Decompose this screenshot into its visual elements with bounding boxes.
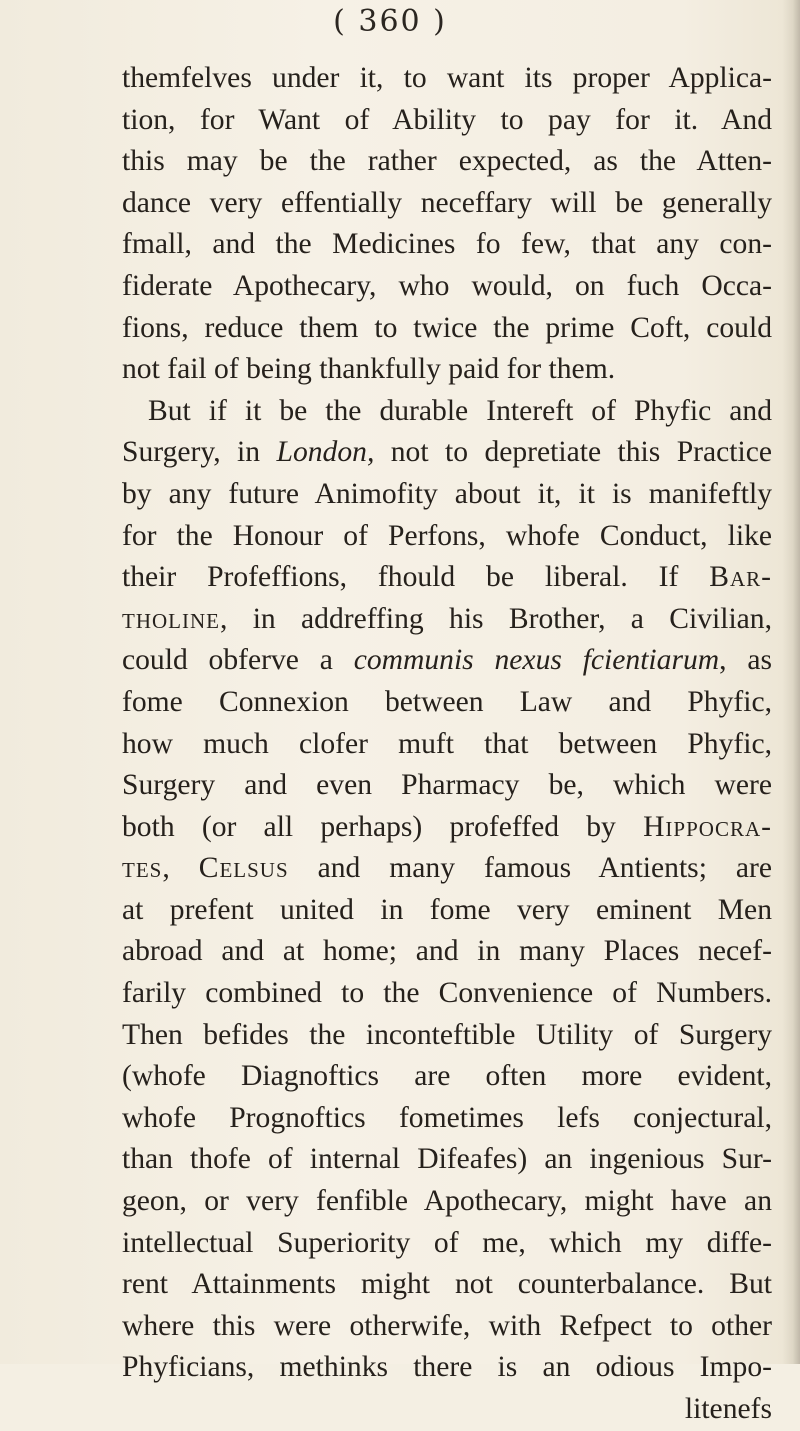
text-segment: , [162,852,199,885]
text-segment: their Profeffions, fhould be liberal. If [122,561,710,594]
text-line-6: fiderate Apothecary, who would, on fuch Occa- [122,269,772,302]
text-line-11: by any future Animofity about it, it is manifeftly [122,477,772,510]
text-line-27: than thofe of internal Difeafes) an ingenious Sur- [122,1143,772,1176]
text-line-24: Then befides the inconteftible Utility of Surgery [122,1018,772,1051]
catchword: litenefs [684,1393,772,1425]
small-caps-name: tes [122,852,163,885]
text-segment: , in addreffing his Brother, a Civilian, [219,602,772,635]
text-segment: , as [719,644,773,677]
text-line-14 [122,599,772,641]
text-line-21: at prefent united in fome very eminent Men [122,893,772,926]
text-line-31: where this were otherwife, with Refpect to other [122,1309,772,1342]
text-line-5: fmall, and the Medicines fo few, that any con- [122,228,772,261]
small-caps-name: Hippocra- [643,810,772,843]
text-line-1: themfelves under it, to want its proper Applica- [122,62,772,94]
text-line-26: whofe Prognoftics fometimes lefs conjectural, [122,1101,772,1134]
text-line-2: tion, for Want of Ability to pay for it. And [122,103,772,136]
text-line-20 [122,848,772,890]
text-line-19 [122,807,772,849]
small-caps-name: Bar- [709,561,772,594]
text-segment: both (or all perhaps) profeffed by [122,810,644,843]
text-segment: Surgery, in [122,436,277,469]
text-line-23: farily combined to the Convenience of Numbers. [122,977,772,1010]
text-line-4: dance very effentially neceffary will be generally [122,186,772,219]
text-line-8: not fail of being thankfully paid for them. [122,353,616,386]
text-line-32: Phyficians, methinks there is an odious Impo- [122,1351,772,1384]
text-segment: not to depretiate this Practice [374,436,772,469]
text-line-18: Surgery and even Pharmacy be, which were [122,769,772,802]
italic-place-name: London, [276,436,375,469]
text-line-29: intellectual Superiority of me, which my diffe- [122,1226,772,1259]
page-number: ( 360 ) [333,4,447,39]
page-edge-shadow [782,0,800,1364]
text-line-28: geon, or very fenfible Apothecary, might have an [122,1185,772,1218]
small-caps-name: tholine [122,602,220,635]
text-line-25: (whofe Diagnoftics are often more evident, [122,1060,772,1093]
text-line-9: But if it be the durable Intereft of Phyfic and [148,394,772,427]
text-line-13 [122,557,772,599]
small-caps-name: Celsus [198,852,289,885]
text-line-22: abroad and at home; and in many Places necef- [122,935,772,968]
italic-latin-phrase: communis nexus fcientiarum [353,644,720,677]
text-line-15 [122,640,772,682]
text-line-16: fome Connexion between Law and Phyfic, [122,685,772,718]
text-line-12: for the Honour of Perfons, whofe Conduct, like [122,519,772,552]
text-line-3: this may be the rather expected, as the Atten- [122,145,772,178]
body-text [122,58,772,1431]
text-line-10 [122,432,772,474]
text-line-17: how much clofer muft that between Phyfic, [122,727,772,760]
text-line-7: fions, reduce them to twice the prime Coft, could [122,311,772,344]
text-line-30: rent Attainments might not counterbalance. But [122,1268,772,1301]
text-segment: could obferve a [122,644,354,677]
text-segment: and many famous Antients; are [288,852,772,885]
